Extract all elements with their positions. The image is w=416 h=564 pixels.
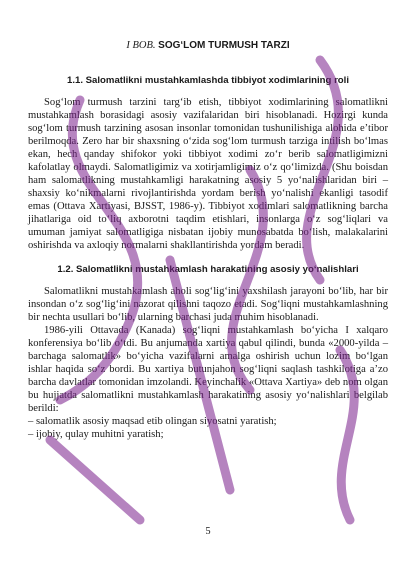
section-2-paragraph-1: Salomatlikni mustahkamlash aholi sog‘lig‘ini yaxshilash jarayoni bo‘lib, har bir insondan o‘z sog‘lig‘ini nazorat qilishni taqozo etadi. Sog‘liqni mustahkamlashning bir nechta usullari bo‘lib, ularning barchasi juda muhim hisoblanadi. xyxy=(28,286,388,323)
section-heading-2: 1.2. Salomatlikni mustahkamlash harakatining asosiy yo‘nalishlari xyxy=(57,264,359,275)
section-heading-1: 1.1. Salomatlikni mustahkamlashda tibbiyot xodimlarining roli xyxy=(66,75,349,86)
list-item: – salomatlik asosiy maqsad etib olingan siyosatni yaratish; xyxy=(28,416,277,427)
section-2-paragraph-2: 1986-yili Ottavada (Kanada) sog‘liqni mustahkamlash bo‘yicha I xalqaro konferensiya bo‘lib o‘tdi. Bu anjumanda xartiya qabul qilindi, bunda «2000-yilda – barchaga salomatlik» bo‘yicha vazifalarni amalga oshirish uchun lozim bo‘lgan ishlar haqida so‘z bordi. Bu xartiya butunjahon sog‘liqni saqlash tashkilotiga a’zo barcha davlatlar tomonidan imzolandi. Keyinchalik «Ottava Xartiya» deb nom olgan bu hujjatda salomatlikni mustahkamlash harakatining asosiy yo‘nalishlari belgilab berildi: xyxy=(28,325,388,414)
directions-list xyxy=(28,415,388,441)
chapter-label: I BOB. xyxy=(126,40,156,51)
running-head xyxy=(28,40,388,51)
chapter-title: SOG‘LOM TURMUSH TARZI xyxy=(158,40,290,51)
page-number: 5 xyxy=(205,526,211,537)
section-1-paragraph: Sog‘lom turmush tarzini targ‘ib etish, tibbiyot xodimlarining salomatlikni mustahkamlash borasidagi asosiy vazifalaridan biri hisoblanadi. Hozirgi kunda sog‘lom turmush tarzining asosan insonlar tomonidan tushunilishiga alohida e’tibor berilmoqda. Zero har bir shaxsning o‘zida sog‘lom turmush tarziga intilish bo‘lmas ekan, hech qanday shifokor yoki tibbiyot xodimi zo‘r berib salomatligimizni kafolatlay olmaydi. Salomatligimiz va xotirjamligimiz o‘z qo‘limizda. (Shu boisdan ham salomatlikning mustahkamligi harakatning asosiy 5 yo‘nalishlaridan biri – shaxsiy ko‘nikmalarni rivojlantirishda yordam berish yo‘nalishi ekanligi tasodif emas (Ottava Xartiyasi, BJSST, 1986-y). Tibbiyot xodimlari salomatlikning barcha jihatlariga oid to‘liq axborotni taqdim etishlari, insonlarga o‘z sog‘liqlari va umuman jamiyat salomatligiga nisbatan ijobiy munosabatda bo‘lish, malakalarini oshirishda va axloqiy normalarni shakllantirishda yordam beradi. xyxy=(28,97,388,251)
list-item: – ijobiy, qulay muhitni yaratish; xyxy=(28,429,164,440)
